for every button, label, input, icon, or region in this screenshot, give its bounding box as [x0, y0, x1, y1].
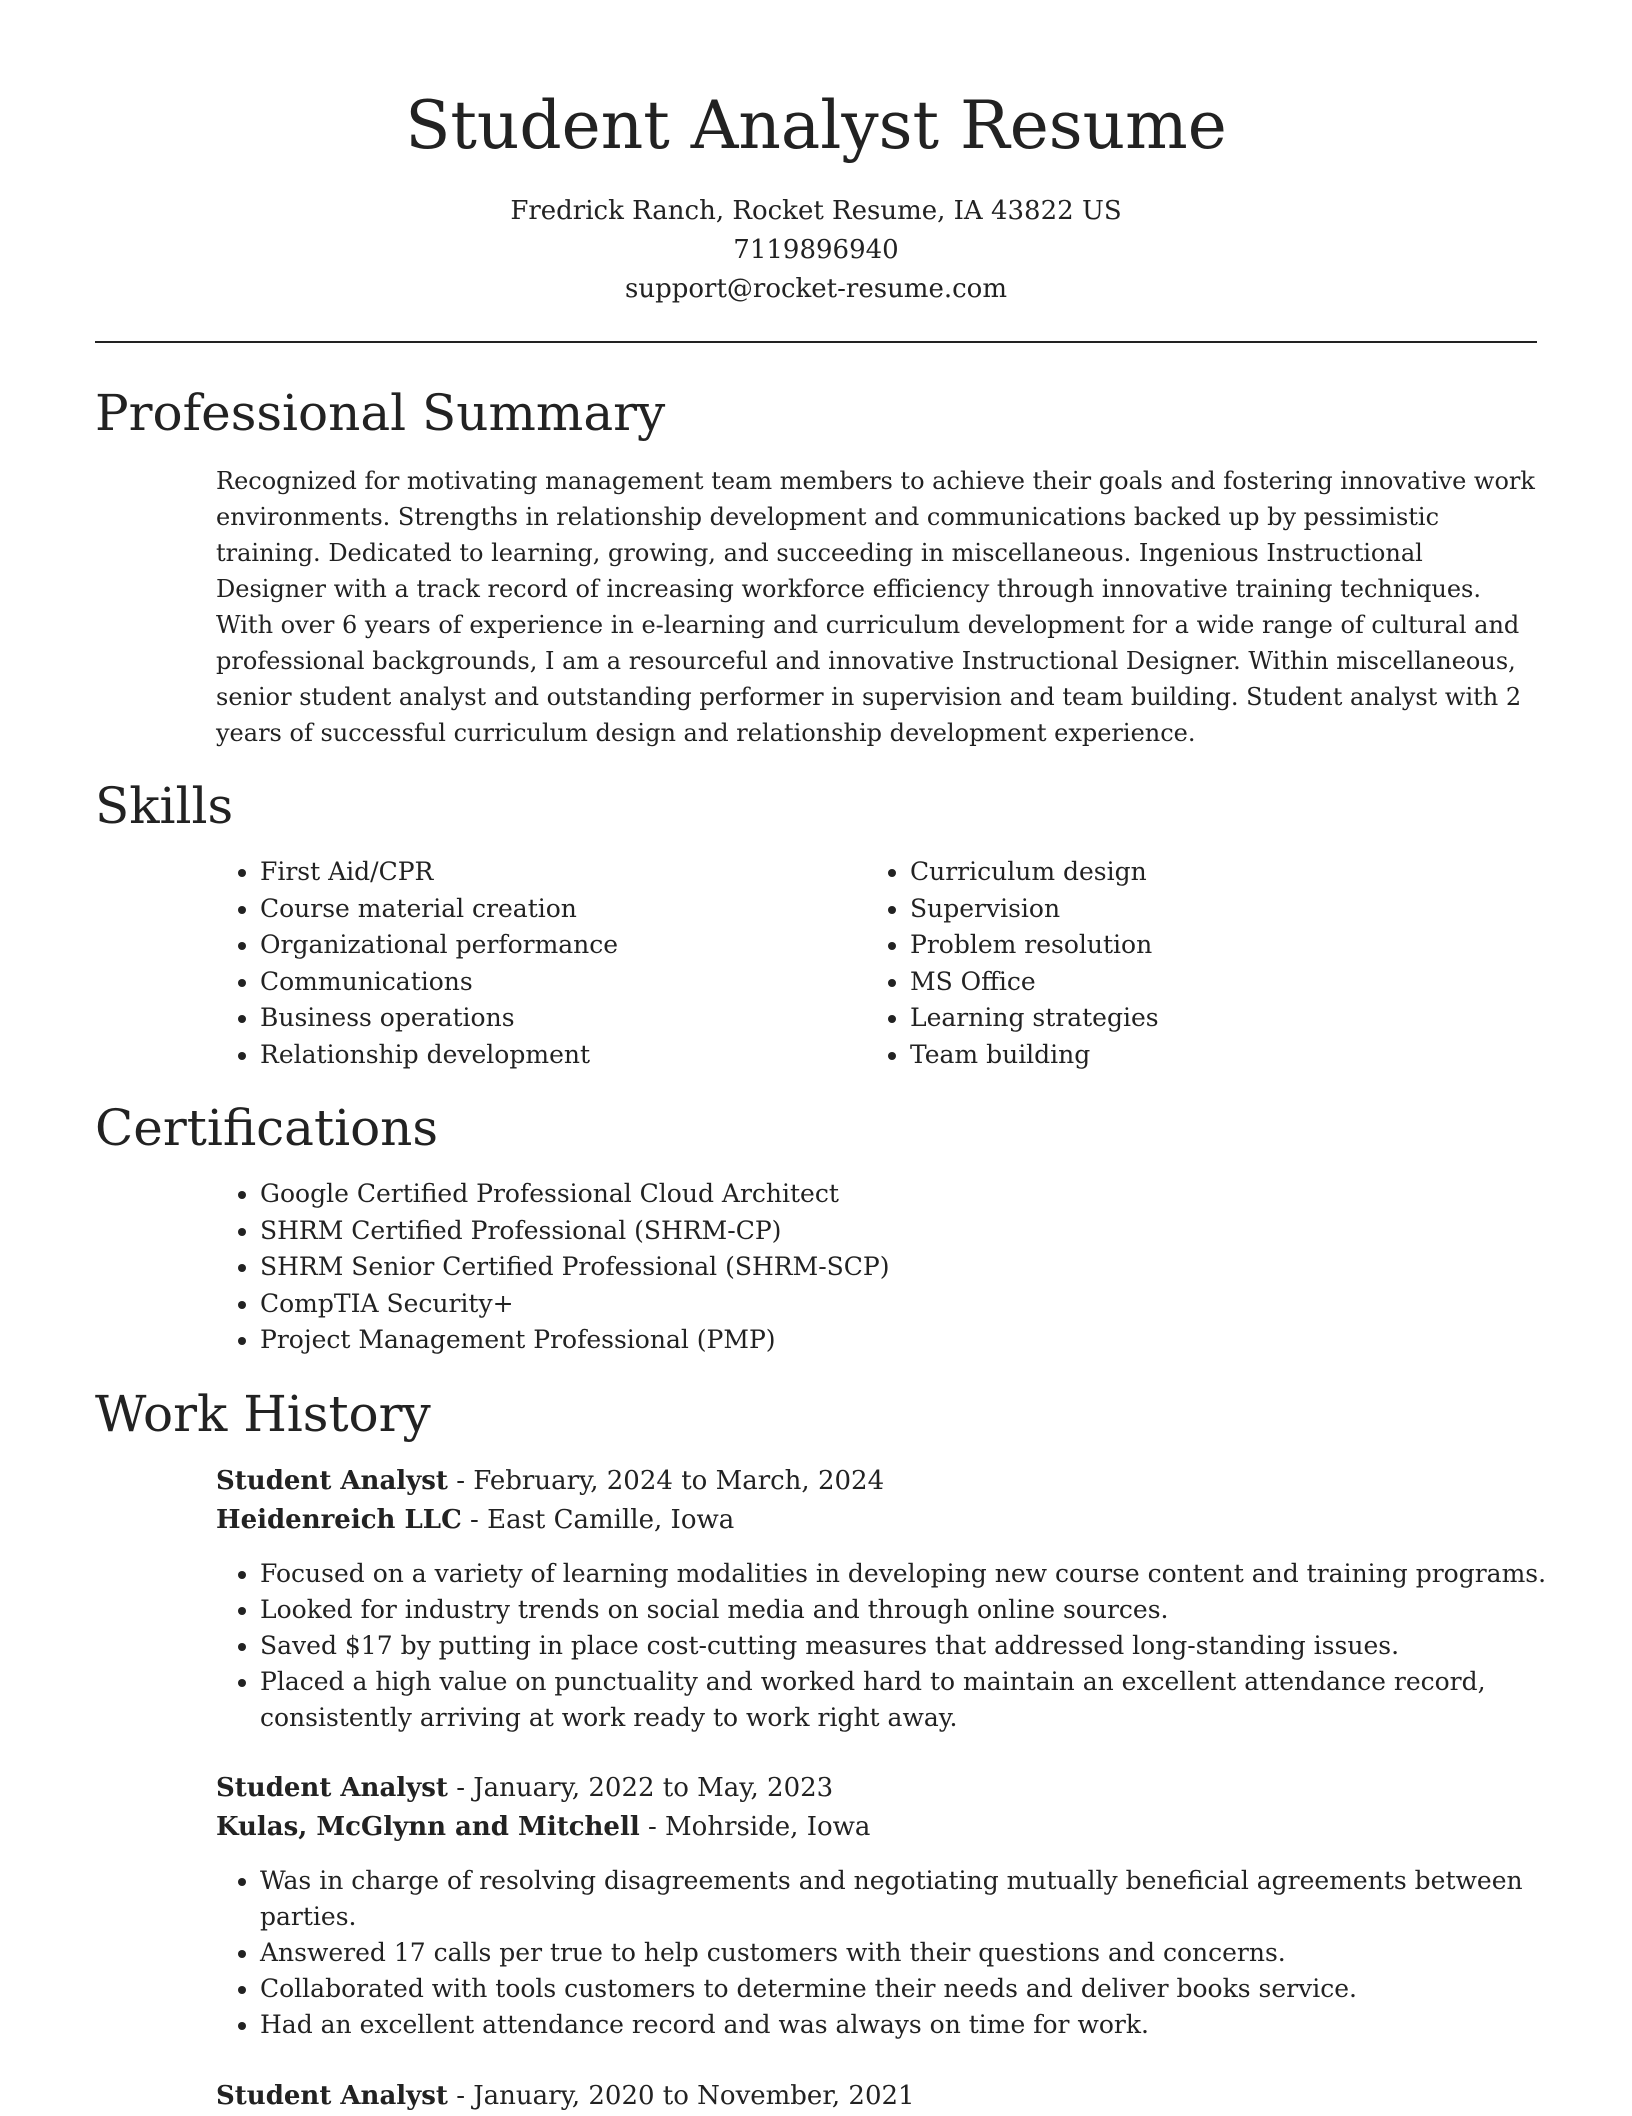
list-item: • Collaborated with tools customers to determine their needs and deliver books service.: [260, 1971, 1550, 2007]
summary-heading: Professional Summary: [95, 384, 666, 442]
list-item: • Organizational performance: [260, 927, 860, 964]
list-item: • CompTIA Security+: [260, 1286, 1460, 1323]
job-dates: - February, 2024 to March, 2024: [447, 1466, 885, 1496]
job-dates: - January, 2022 to May, 2023: [447, 1773, 834, 1803]
list-item: • Was in charge of resolving disagreements and negotiating mutually beneficial agreements between parties.: [260, 1863, 1550, 1935]
list-item: • Learning strategies: [910, 1000, 1510, 1037]
skills-list-left: [216, 854, 860, 1073]
contact-address: Fredrick Ranch, Rocket Resume, IA 43822 US: [510, 196, 1122, 226]
list-item: • First Aid/CPR: [260, 854, 860, 891]
list-item: • Relationship development: [260, 1037, 860, 1074]
job-company-line: [216, 1501, 734, 1540]
job-title-line: [216, 2077, 915, 2116]
contact-block: [0, 192, 1632, 309]
contact-phone: 7119896940: [733, 235, 899, 265]
certifications-heading: Certifications: [95, 1099, 439, 1157]
list-item: • Placed a high value on punctuality and worked hard to maintain an excellent attendance record, consistently arriving at work ready to work right away.: [260, 1664, 1550, 1736]
list-item: • SHRM Senior Certified Professional (SHRM-SCP): [260, 1249, 1460, 1286]
list-item: • Curriculum design: [910, 854, 1510, 891]
list-item: • Saved $17 by putting in place cost-cutting measures that addressed long-standing issues.: [260, 1628, 1550, 1664]
job-title-line: [216, 1769, 833, 1808]
list-item: • Answered 17 calls per true to help customers with their questions and concerns.: [260, 1935, 1550, 1971]
job-company: Kulas, McGlynn and Mitchell: [216, 1812, 640, 1842]
job-dates: - January, 2020 to November, 2021: [447, 2081, 915, 2111]
skills-list-right: [866, 854, 1510, 1073]
list-item: • Problem resolution: [910, 927, 1510, 964]
list-item: • SHRM Certified Professional (SHRM-CP): [260, 1213, 1460, 1250]
list-item: • Communications: [260, 964, 860, 1001]
contact-email: support@rocket-resume.com: [624, 274, 1007, 304]
list-item: • Team building: [910, 1037, 1510, 1074]
list-item: • Supervision: [910, 891, 1510, 928]
resume-title: Student Analyst Resume: [405, 87, 1227, 164]
job-role: Student Analyst: [216, 1773, 448, 1803]
job-location: - East Camille, Iowa: [461, 1505, 735, 1535]
header-divider: [95, 341, 1537, 343]
list-item: • Google Certified Professional Cloud Architect: [260, 1176, 1460, 1213]
list-item: • Project Management Professional (PMP): [260, 1322, 1460, 1359]
job-title-line: [216, 1462, 884, 1501]
job-bullets: [216, 1556, 1550, 1736]
skills-heading: Skills: [95, 777, 234, 835]
list-item: • Business operations: [260, 1000, 860, 1037]
list-item: • Focused on a variety of learning modalities in developing new course content and training programs.: [260, 1556, 1550, 1592]
job-location: - Mohrside, Iowa: [639, 1812, 871, 1842]
job-role: Student Analyst: [216, 1466, 448, 1496]
list-item: • Had an excellent attendance record and was always on time for work.: [260, 2007, 1550, 2043]
job-company: Heidenreich LLC: [216, 1505, 462, 1535]
job-role: Student Analyst: [216, 2081, 448, 2111]
list-item: • Course material creation: [260, 891, 860, 928]
certifications-list: [216, 1176, 1460, 1359]
job-company-line: [216, 1808, 870, 1847]
summary-text: Recognized for motivating management team members to achieve their goals and fostering innovative work environments. Strengths in relationship development and communications backed up by pessimistic training. Dedicated to learning, growing, and succeeding in miscellaneous. Ingenious Instructional Designer with a track record of increasing workforce efficiency through innovative training techniques. With over 6 years of experience in e-learning and curriculum development for a wide range of cultural and professional backgrounds, I am a resourceful and innovative Instructional Designer. Within miscellaneous, senior student analyst and outstanding performer in supervision and team building. Student analyst with 2 years of successful curriculum design and relationship development experience.: [216, 467, 1535, 747]
list-item: • Looked for industry trends on social media and through online sources.: [260, 1592, 1550, 1628]
work-history-heading: Work History: [95, 1385, 431, 1443]
job-bullets: [216, 1863, 1550, 2043]
list-item: • MS Office: [910, 964, 1510, 1001]
